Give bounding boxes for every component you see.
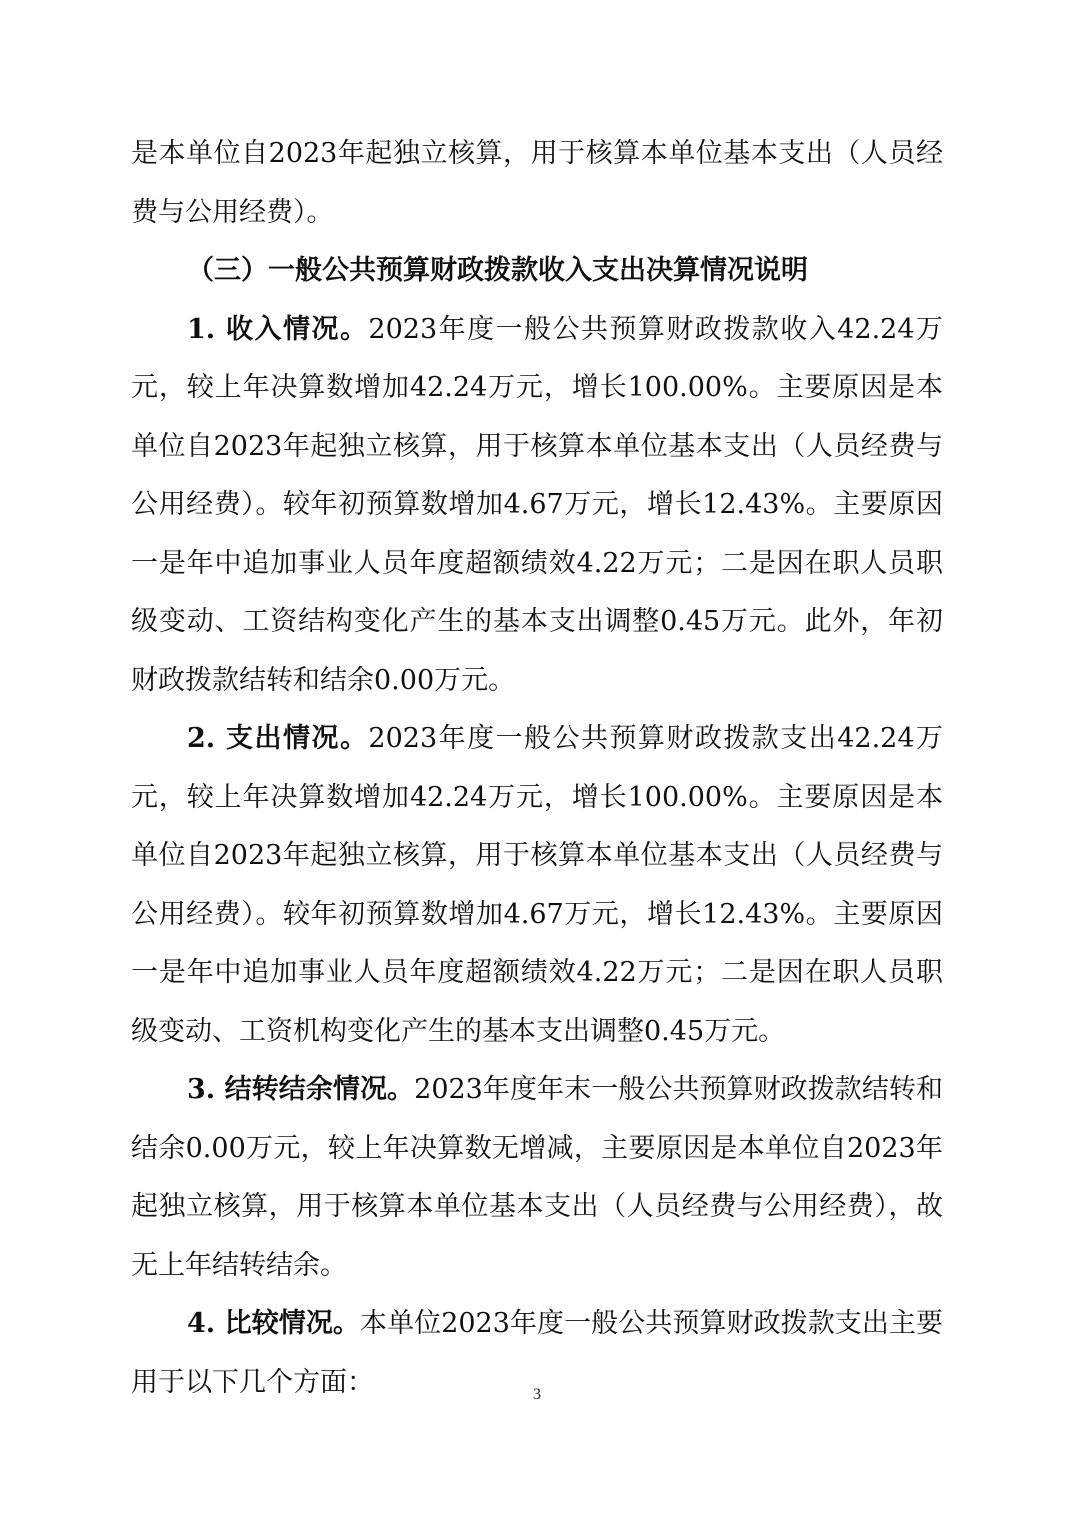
item-text: 2023年度一般公共预算财政拨款支出42.24万元，较上年决算数增加42.24万元，增长100.00%。主要原因是本单位自2023年起独立核算，用于核算本单位基本支出（人员经费与公用经费）。较年初预算数增加4.67万元，增长12.43%。主要原因一是年中追加事业人员年度超额绩效4.22万元；二是因在职人员职级变动、工资机构变化产生的基本支出调整0.45万元。 xyxy=(131,723,943,1047)
document-page xyxy=(131,125,943,1412)
item-label: 1. 收入情况。 xyxy=(187,313,369,345)
item-label: 2. 支出情况。 xyxy=(187,723,369,754)
item-text: 本单位2023年度一般公共预算财政拨款支出主要用于以下几个方面： xyxy=(131,1308,943,1398)
item-carryover xyxy=(131,1061,943,1295)
page-number: 3 xyxy=(533,1386,541,1403)
item-label: 4. 比较情况。 xyxy=(187,1308,360,1339)
item-label: 3. 结转结余情况。 xyxy=(187,1074,415,1105)
item-text: 2023年度一般公共预算财政拨款收入42.24万元，较上年决算数增加42.24万元，增长100.00%。主要原因是本单位自2023年起独立核算，用于核算本单位基本支出（人员经费与公用经费）。较年初预算数增加4.67万元，增长12.43%。主要原因一是年中追加事业人员年度超额绩效4.22万元；二是因在职人员职级变动、工资结构变化产生的基本支出调整0.45万元。此外，年初财政拨款结转和结余0.00万元。 xyxy=(131,313,943,696)
item-text: 2023年度年末一般公共预算财政拨款结转和结余0.00万元，较上年决算数无增减，主要原因是本单位自2023年起独立核算，用于核算本单位基本支出（人员经费与公用经费），故无上年结转结余。 xyxy=(131,1074,944,1281)
item-income xyxy=(131,301,943,711)
continued-paragraph xyxy=(131,125,943,242)
section-heading: （三）一般公共预算财政拨款收入支出决算情况说明 xyxy=(187,255,808,286)
paragraph-text: 是本单位自2023年起独立核算，用于核算本单位基本支出（人员经费与公用经费）。 xyxy=(131,138,943,228)
item-expenditure xyxy=(131,710,943,1061)
